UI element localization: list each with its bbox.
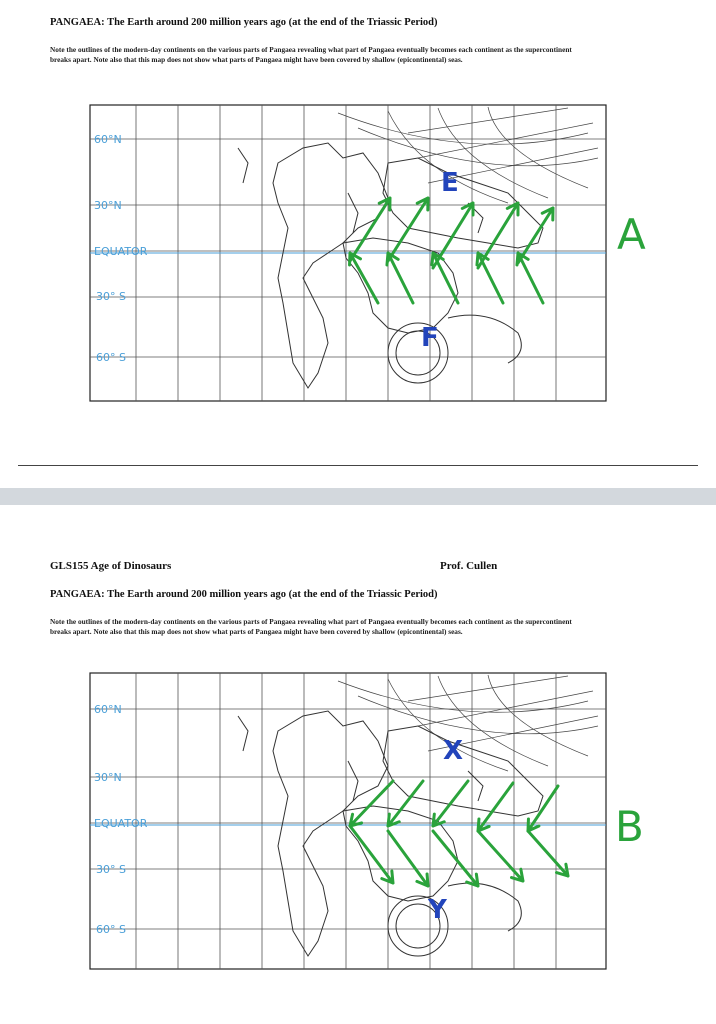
lat-label-30s-b: 30° S xyxy=(96,863,126,876)
map-note-2: Note the outlines of the modern-day continents on the various parts of Pangaea revealing what part of Pangaea eventually becomes each continent as the supercontinent breaks apart. Note also that this map does not show what parts of Pangaea might have been covered by shallow (epicontinental) seas. xyxy=(50,617,572,636)
page-separator xyxy=(0,488,716,505)
lat-label-60n: 60°N xyxy=(94,133,122,146)
map-letter-x: X xyxy=(443,736,464,766)
course-heading: GLS155 Age of Dinosaurs xyxy=(50,560,172,572)
instructor-name: Prof. Cullen xyxy=(440,560,498,572)
lat-label-30n-b: 30°N xyxy=(94,771,122,784)
pangaea-map-b xyxy=(88,671,608,971)
document-page-1 xyxy=(0,0,716,488)
lat-label-60s: 60° S xyxy=(96,351,126,364)
lat-label-30s: 30° S xyxy=(96,290,126,303)
page-title-2: PANGAEA: The Earth around 200 million years ago (at the end of the Triassic Period) xyxy=(50,589,438,600)
page-bottom-rule xyxy=(18,465,698,466)
lat-label-60s-b: 60° S xyxy=(96,923,126,936)
map-letter-f: F xyxy=(421,323,439,353)
lat-label-30n: 30°N xyxy=(94,199,122,212)
map-letter-y: Y xyxy=(428,895,447,925)
pangaea-map-a xyxy=(88,103,608,403)
lat-label-equator-b: EQUATOR xyxy=(94,817,148,830)
panel-label-b: B xyxy=(615,802,644,851)
panel-label-a: A xyxy=(617,210,646,259)
page-title: PANGAEA: The Earth around 200 million years ago (at the end of the Triassic Period) xyxy=(50,17,438,28)
lat-label-60n-b: 60°N xyxy=(94,703,122,716)
map-note: Note the outlines of the modern-day continents on the various parts of Pangaea revealing what part of Pangaea eventually becomes each continent as the supercontinent breaks apart. Note also that this map does not show what parts of Pangaea might have been covered by shallow (epicontinental) seas. xyxy=(50,45,572,64)
map-letter-e: E xyxy=(441,168,459,198)
lat-label-equator: EQUATOR xyxy=(94,245,148,258)
